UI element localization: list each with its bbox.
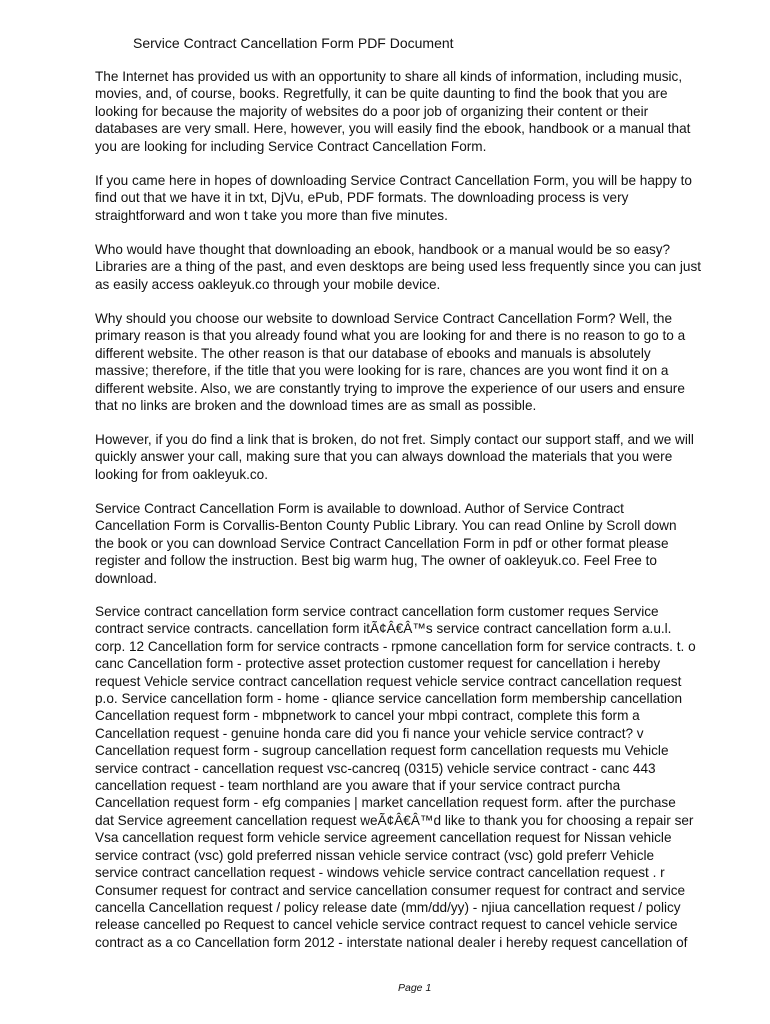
text-line: dat Service agreement cancellation request weÃ¢Â€Â™d like to thank you for choosing a repair ser bbox=[95, 812, 694, 828]
text-line: canc Cancellation form - protective asset protection customer request for cancellation i hereby bbox=[95, 656, 661, 672]
page-number: Page 1 bbox=[398, 982, 432, 994]
text-line: request Vehicle service contract cancellation request vehicle service contract cancellation request bbox=[95, 673, 682, 689]
text-line: register and follow the instruction. Best big warm hug, The owner of oakleyuk.co. Feel Free to bbox=[95, 553, 657, 569]
text-line: that no links are broken and the download times are as small as possible. bbox=[95, 398, 537, 414]
text-line: looking for because the majority of websites do a poor job of organizing their content or their bbox=[95, 103, 649, 119]
text-line: Consumer request for contract and service cancellation consumer request for contract and service bbox=[95, 882, 686, 898]
text-line: cancella Cancellation request / policy release date (mm/dd/yy) - njiua cancellation request / policy bbox=[95, 899, 681, 915]
text-line: you are looking for including Service Contract Cancellation Form. bbox=[95, 138, 487, 154]
paragraph-ease bbox=[95, 241, 735, 293]
text-line: find out that we have it in txt, DjVu, ePub, PDF formats. The downloading process is very bbox=[95, 190, 629, 206]
text-line: service contract (vsc) gold preferred nissan vehicle service contract (vsc) gold preferr Vehicle bbox=[95, 847, 655, 863]
text-line: different website. Also, we are constantly trying to improve the experience of our users and ensure bbox=[95, 380, 685, 396]
text-line: as easily access oakleyuk.co through your mobile device. bbox=[95, 276, 441, 292]
text-line: contract service contracts. cancellation form itÃ¢Â€Â™s service contract cancellation form a.u.l. bbox=[95, 621, 672, 637]
text-line: The Internet has provided us with an opportunity to share all kinds of information, including music, bbox=[95, 69, 683, 84]
text-line: Service Contract Cancellation Form is available to download. Author of Service Contract bbox=[95, 501, 624, 516]
paragraph-formats bbox=[95, 172, 735, 224]
text-line: If you came here in hopes of downloading Service Contract Cancellation Form, you will be happy to bbox=[95, 173, 692, 188]
paragraph-availability bbox=[95, 500, 735, 587]
text-line: Cancellation request form - mbpnetwork to cancel your mbpi contract, complete this form a bbox=[95, 708, 640, 724]
text-line: the book or you can download Service Contract Cancellation Form in pdf or other format please bbox=[95, 535, 669, 551]
paragraph-intro bbox=[95, 68, 735, 155]
text-line: looking for from oakleyuk.co. bbox=[95, 466, 269, 482]
text-line: service contract - cancellation request vsc-cancreq (0315) vehicle service contract - canc 443 bbox=[95, 760, 656, 776]
text-line: corp. 12 Cancellation form for service contracts - rpmone cancellation form for service contracts. t. o bbox=[95, 638, 696, 654]
text-line: different website. The other reason is that our database of ebooks and manuals is absolutely bbox=[95, 345, 651, 361]
text-line: Cancellation Form is Corvallis-Benton County Public Library. You can read Online by Scroll down bbox=[95, 518, 677, 534]
text-line: straightforward and won t take you more than five minutes. bbox=[95, 207, 448, 223]
paragraph-why-choose bbox=[95, 310, 735, 414]
paragraph-broken-links bbox=[95, 431, 735, 483]
document-title: Service Contract Cancellation Form PDF Document bbox=[133, 35, 454, 51]
text-line: Who would have thought that downloading an ebook, handbook or a manual would be so easy? bbox=[95, 242, 671, 257]
text-line: p.o. Service cancellation form - home - qliance service cancellation form membership cancellation bbox=[95, 691, 683, 707]
text-line: cancellation request - team northland are you aware that if your service contract purcha bbox=[95, 778, 621, 794]
text-line: Why should you choose our website to download Service Contract Cancellation Form? Well, the bbox=[95, 311, 673, 326]
text-line: download. bbox=[95, 570, 157, 586]
paragraph-related-forms bbox=[95, 603, 735, 951]
text-line: Service contract cancellation form service contract cancellation form customer reques Service bbox=[95, 604, 659, 619]
text-line: Cancellation request form - efg companies | market cancellation request form. after the purchase bbox=[95, 795, 676, 811]
text-line: massive; therefore, if the title that you were looking for is rare, chances are you wont find it on a bbox=[95, 363, 669, 379]
text-line: contract as a co Cancellation form 2012 - interstate national dealer i hereby request cancellation of bbox=[95, 934, 688, 950]
text-line: Cancellation request - genuine honda care did you fi nance your vehicle service contract? v bbox=[95, 725, 644, 741]
text-line: release cancelled po Request to cancel vehicle service contract request to cancel vehicle service bbox=[95, 917, 678, 933]
text-line: service contract cancellation request - windows vehicle service contract cancellation request . r bbox=[95, 865, 665, 881]
text-line: databases are very small. Here, however, you will easily find the ebook, handbook or a manual that bbox=[95, 121, 691, 137]
text-line: quickly answer your call, making sure that you can always download the materials that you were bbox=[95, 449, 673, 465]
text-line: Libraries are a thing of the past, and even desktops are being used less frequently since you can just bbox=[95, 259, 702, 275]
text-line: However, if you do find a link that is broken, do not fret. Simply contact our support staff, and we will bbox=[95, 432, 694, 447]
text-line: Cancellation request form - sugroup cancellation request form cancellation requests mu Vehicle bbox=[95, 743, 669, 759]
text-line: Vsa cancellation request form vehicle service agreement cancellation request for Nissan vehicle bbox=[95, 830, 672, 846]
text-line: primary reason is that you already found what you are looking for and there is no reason to go to a bbox=[95, 328, 686, 344]
text-line: movies, and, of course, books. Regretfully, it can be quite daunting to find the book that you are bbox=[95, 86, 668, 102]
